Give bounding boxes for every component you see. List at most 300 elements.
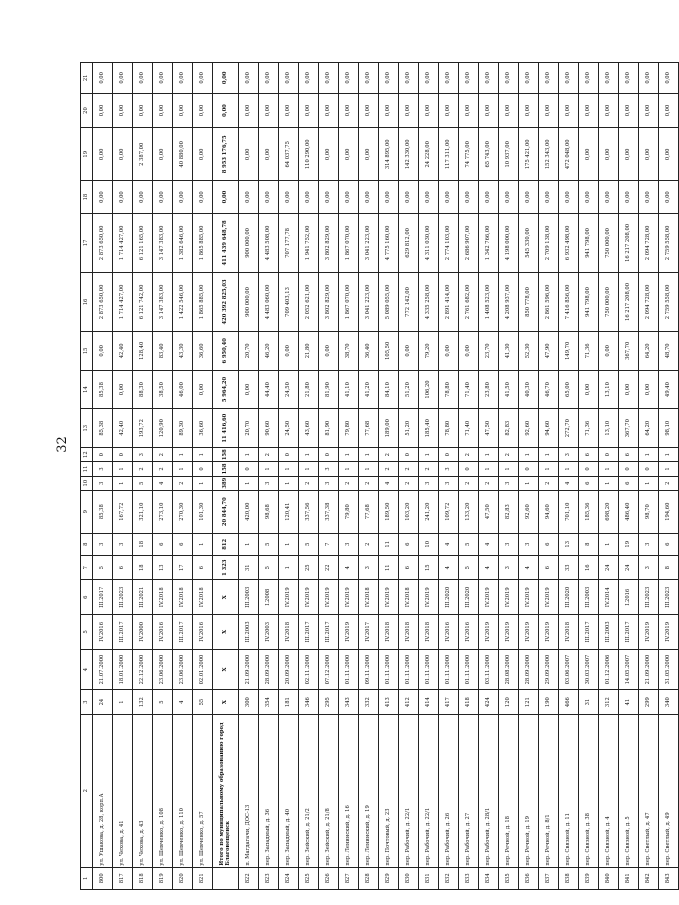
table-cell: 1 342 766,00 (479, 213, 499, 272)
table-cell: 11 (379, 555, 399, 579)
table-cell: 92,60 (519, 409, 539, 448)
table-cell: 0,00 (319, 331, 339, 370)
table-cell: 0,00 (133, 93, 153, 128)
column-number: 7 (81, 555, 93, 579)
table-cell: 49,40 (659, 370, 679, 409)
table-cell: 1 (639, 448, 659, 462)
table-cell: IV.2018 (379, 615, 399, 650)
table-cell: 0,00 (659, 63, 679, 94)
table-cell: 0,00 (279, 93, 299, 128)
table-cell: 0,00 (579, 370, 599, 409)
table-cell: 3 147 383,00 (153, 213, 173, 272)
table-cell: 1 (339, 448, 359, 462)
table-cell: 0 (93, 448, 113, 462)
table-cell: 6 (619, 476, 639, 490)
table-cell: 411 439 648,78 (213, 213, 239, 272)
table-cell: 0,00 (299, 63, 319, 94)
table-cell: 0,00 (579, 128, 599, 181)
table-cell: III.2023 (639, 580, 659, 615)
column-number: 17 (81, 213, 93, 272)
table-cell: 1 714 427,00 (113, 272, 133, 331)
address-cell: пер. Ленинский, д. 16 (339, 714, 359, 867)
table-cell: 0,00 (113, 181, 133, 214)
table-cell: 25 (299, 555, 319, 579)
address-cell: пер. Связной, д. 38 (579, 714, 599, 867)
table-cell: 3 (639, 533, 659, 555)
table-cell: 3 802 829,00 (319, 272, 339, 331)
table-cell: 0,00 (639, 128, 659, 181)
table-cell: 0,00 (599, 93, 619, 128)
table-cell: III.2003 (239, 580, 259, 615)
table-cell: 1 867 070,00 (339, 213, 359, 272)
table-cell: 20,70 (239, 409, 259, 448)
table-cell: 299 (639, 690, 659, 714)
table-cell: 2 861 596,00 (539, 272, 559, 331)
table-cell: IV.2019 (519, 580, 539, 615)
table-cell: 43,60 (299, 409, 319, 448)
table-cell: 01.11.2000 (439, 649, 459, 690)
table-cell: 31 (239, 555, 259, 579)
table-cell: 0,00 (193, 181, 213, 214)
table-cell: 2 (133, 462, 153, 476)
table-cell: 850 778,00 (519, 272, 539, 331)
table-cell: 0,00 (153, 93, 173, 128)
table-row (659, 63, 679, 890)
address-cell: пер. Связной, д. 4 (599, 714, 619, 867)
table-cell: 185,36 (579, 490, 599, 533)
table-cell: 295 (319, 690, 339, 714)
table-cell: 142 330,00 (399, 128, 419, 181)
table-cell: 41,10 (339, 370, 359, 409)
table-cell: 0,00 (259, 181, 279, 214)
table-cell: 85,38 (93, 370, 113, 409)
table-cell: 823 (259, 867, 279, 889)
table-cell: 185,40 (419, 409, 439, 448)
table-cell: 6 932 498,00 (559, 213, 579, 272)
address-cell: пер. Речной, д. 18 (499, 714, 519, 867)
address-cell: пер. Светлый, д. 49 (659, 714, 679, 867)
table-row (279, 63, 299, 890)
table-row (93, 63, 113, 890)
table-cell: 0,00 (339, 63, 359, 94)
table-cell: 354 (259, 690, 279, 714)
table-cell: 4 (339, 555, 359, 579)
table-cell: 81,90 (319, 409, 339, 448)
table-cell: 0,00 (359, 181, 379, 214)
table-cell: 4 (479, 533, 499, 555)
table-row (193, 63, 213, 890)
table-cell: 5 (93, 555, 113, 579)
table-cell: III.2017 (319, 615, 339, 650)
table-cell: 152 343,00 (539, 128, 559, 181)
table-cell: 0,00 (259, 128, 279, 181)
table-cell: 6 (173, 533, 193, 555)
table-cell: 835 (499, 867, 519, 889)
table-cell: 3 (113, 533, 133, 555)
table-cell: 0,00 (619, 181, 639, 214)
table-cell: 41 (619, 690, 639, 714)
table-cell: 24,50 (279, 370, 299, 409)
table-cell: IV.2014 (599, 580, 619, 615)
table-cell: 121 (519, 690, 539, 714)
table-cell: 0,00 (193, 128, 213, 181)
table-cell: 0,00 (459, 63, 479, 94)
table-cell: 707 177,78 (279, 213, 299, 272)
table-cell: 41,50 (499, 370, 519, 409)
table-cell: 1 (173, 448, 193, 462)
table-cell: 3 (559, 448, 579, 462)
table-cell: 2 759 558,00 (659, 213, 679, 272)
table-cell: IV.2016 (153, 615, 173, 650)
table-cell: 6 121 742,00 (133, 272, 153, 331)
table-cell: 420 392 825,03 (213, 272, 239, 331)
column-number: 5 (81, 615, 93, 650)
table-cell: 241,20 (419, 490, 439, 533)
address-cell: пер. Рабочий, д. 28/1 (479, 714, 499, 867)
table-cell: 0,00 (319, 63, 339, 94)
table-cell: 0,00 (193, 63, 213, 94)
table-cell: 8 (659, 555, 679, 579)
table-cell: IV.2016 (193, 615, 213, 650)
table-cell: 3 (319, 476, 339, 490)
table-cell: 1 (639, 476, 659, 490)
table-cell: 0,00 (419, 93, 439, 128)
table-cell: 314 895,00 (379, 128, 399, 181)
column-number: 13 (81, 409, 93, 448)
table-cell: 4 (173, 690, 193, 714)
table-cell: 698,20 (599, 490, 619, 533)
table-cell: IV.2016 (439, 615, 459, 650)
table-row (499, 63, 519, 890)
table-cell: 1 714 427,00 (113, 213, 133, 272)
table-cell: IV.2019 (479, 615, 499, 650)
column-number: 16 (81, 272, 93, 331)
table-cell: IV.2019 (339, 615, 359, 650)
table-cell: 103,20 (399, 490, 419, 533)
table-row (113, 63, 133, 890)
table-cell: 5 964,20 (213, 370, 239, 409)
table-row (559, 63, 579, 890)
table-cell: 0,00 (239, 181, 259, 214)
table-cell: IV.2018 (153, 580, 173, 615)
table-cell: 175 421,00 (519, 128, 539, 181)
table-cell: X (213, 649, 239, 690)
table-cell: 1 382 646,00 (173, 213, 193, 272)
table-cell: 7 416 856,00 (559, 272, 579, 331)
table-cell: 3 (439, 476, 459, 490)
table-cell: 0,00 (519, 93, 539, 128)
table-cell: 94,60 (539, 490, 559, 533)
table-cell: 0,00 (93, 63, 113, 94)
table-cell: 2 (379, 448, 399, 462)
address-cell: ул. Шевченко, д. 57 (193, 714, 213, 867)
address-cell: пер. Зейский, д. 21/8 (319, 714, 339, 867)
table-cell: 750 000,00 (599, 213, 619, 272)
table-cell: 65 743,00 (479, 128, 499, 181)
table-cell: 0,00 (399, 63, 419, 94)
table-cell: 6 (539, 555, 559, 579)
table-row (173, 63, 193, 890)
table-cell: 312 (599, 690, 619, 714)
table-row (619, 63, 639, 890)
table-row (639, 63, 659, 890)
table-cell: 3 802 829,00 (319, 213, 339, 272)
table-cell: 84,10 (379, 370, 399, 409)
table-cell: 120,90 (153, 409, 173, 448)
table-cell: 343 (339, 690, 359, 714)
table-cell: 0,00 (279, 181, 299, 214)
table-cell: 4 (479, 555, 499, 579)
table-cell: IV.2018 (559, 615, 579, 650)
table-cell: 4 (439, 555, 459, 579)
table-cell: IV.2019 (479, 580, 499, 615)
table-cell: 413 (379, 690, 399, 714)
table-cell: 2 (479, 476, 499, 490)
table-cell: 16 217 208,00 (619, 213, 639, 272)
table-cell: 0,00 (153, 63, 173, 94)
table-cell: 1 865 885,00 (193, 272, 213, 331)
table-cell: 149,70 (559, 331, 579, 370)
table-cell: 03.11.2000 (479, 649, 499, 690)
table-cell: 0,00 (379, 93, 399, 128)
table-cell: 02.11.2000 (299, 649, 319, 690)
table-cell: 51,20 (399, 409, 419, 448)
table-cell: 841 (619, 867, 639, 889)
table-cell: 820 (173, 867, 193, 889)
table-cell: 346 (299, 690, 319, 714)
table-cell: 117 311,00 (439, 128, 459, 181)
table-cell: 2 (153, 448, 173, 462)
table-cell: 0,00 (339, 93, 359, 128)
table-cell: 0,00 (539, 181, 559, 214)
table-cell: 47,90 (539, 331, 559, 370)
table-cell: 31 (579, 690, 599, 714)
table-cell: 181 (279, 690, 299, 714)
table-cell: 6 (579, 476, 599, 490)
table-cell: 2 052 621,00 (299, 272, 319, 331)
table-cell: 0,00 (619, 128, 639, 181)
table-cell: 0,00 (113, 93, 133, 128)
table-cell: 36,60 (193, 409, 213, 448)
table-cell: 0,00 (439, 331, 459, 370)
table-cell: 2 774 103,00 (439, 213, 459, 272)
table-cell: 1 (499, 462, 519, 476)
table-cell: IV.2019 (519, 615, 539, 650)
table-cell: 1 (239, 533, 259, 555)
table-cell: 0,00 (93, 128, 113, 181)
table-cell: 4 208 937,00 (499, 272, 519, 331)
table-cell: 0,00 (439, 181, 459, 214)
table-cell: 0,00 (619, 370, 639, 409)
table-cell: 14.05.2007 (619, 649, 639, 690)
table-cell: 1 (479, 462, 499, 476)
table-cell: 44,40 (259, 370, 279, 409)
table-cell: 1 (193, 448, 213, 462)
table-cell: 0,00 (499, 63, 519, 94)
table-cell: 6 (113, 555, 133, 579)
table-cell: 90,60 (259, 409, 279, 448)
table-cell: 21,80 (299, 370, 319, 409)
table-cell: 4 483 508,00 (259, 213, 279, 272)
table-cell: 1 (539, 462, 559, 476)
table-cell: 3 (93, 533, 113, 555)
table-cell: 6 (659, 533, 679, 555)
table-cell: 0,00 (93, 93, 113, 128)
table-cell: 0,00 (439, 93, 459, 128)
table-cell: 0,00 (113, 128, 133, 181)
column-number: 2 (81, 714, 93, 867)
table-cell: 38,50 (153, 370, 173, 409)
table-cell: 48,70 (659, 331, 679, 370)
table-cell: 0,00 (279, 63, 299, 94)
table-cell: IV.2019 (659, 615, 679, 650)
table-cell: 0,00 (599, 128, 619, 181)
table-cell: IV.2019 (319, 580, 339, 615)
table-cell: 11 416,60 (213, 409, 239, 448)
table-cell: III.2017 (173, 615, 193, 650)
table-cell: 2 (153, 462, 173, 476)
table-cell: 0,00 (359, 63, 379, 94)
table-cell: 300 (239, 690, 259, 714)
table-cell: IV.2000 (133, 615, 153, 650)
table-cell: IV.2019 (639, 615, 659, 650)
table-cell: 13,10 (599, 370, 619, 409)
table-cell: 817 (113, 867, 133, 889)
address-cell: пер. Рабочий, д. 22/1 (399, 714, 419, 867)
column-number: 14 (81, 370, 93, 409)
table-cell: 1 (193, 476, 213, 490)
table-cell: 89,30 (173, 409, 193, 448)
table-cell: 1 (299, 462, 319, 476)
address-cell: ул. Ушакова, д. 28, корп.А (93, 714, 113, 867)
table-cell: 418 (459, 690, 479, 714)
table-cell: 0,00 (399, 93, 419, 128)
address-cell: пер. Почтовый, д. 23 (379, 714, 399, 867)
table-cell: 0,00 (559, 181, 579, 214)
table-cell: 0,00 (93, 181, 113, 214)
address-cell: Итого по муниципальному образованию город Благовещенск (213, 714, 239, 867)
table-cell: 8 (579, 533, 599, 555)
table-cell: 10 (419, 533, 439, 555)
table-cell: 0,00 (459, 93, 479, 128)
table-cell: 98,10 (659, 409, 679, 448)
table-cell: 78,80 (439, 370, 459, 409)
table-cell: 8 953 176,75 (213, 128, 239, 181)
table-cell: IV.2018 (419, 615, 439, 650)
table-cell: 1 (113, 476, 133, 490)
table-cell: 167,72 (113, 490, 133, 533)
table-cell: 900 000,00 (239, 272, 259, 331)
table-cell: 4 198 000,00 (499, 213, 519, 272)
table-cell: 190 (539, 690, 559, 714)
table-cell: 22 (319, 555, 339, 579)
table-row (153, 63, 173, 890)
table-cell: 1 941 752,00 (299, 213, 319, 272)
table-cell: 6 (399, 533, 419, 555)
table-cell: 1 (419, 448, 439, 462)
table-cell: 109,72 (439, 490, 459, 533)
table-cell: 2 (659, 476, 679, 490)
table-cell: 24 228,00 (419, 128, 439, 181)
table-cell: 340 (659, 690, 679, 714)
table-cell: 0 (519, 462, 539, 476)
address-cell: пер. Западный, д. 36 (259, 714, 279, 867)
table-cell: 0,00 (279, 331, 299, 370)
table-cell: 3 (259, 476, 279, 490)
table-cell: IV.2019 (279, 580, 299, 615)
table-cell: 23,80 (479, 370, 499, 409)
address-cell: пер. Связной, д. 5 (619, 714, 639, 867)
address-cell: пер. Зейский, д. 21/2 (299, 714, 319, 867)
table-cell: 16 (579, 555, 599, 579)
table-cell: 0,00 (579, 93, 599, 128)
table-cell: 20,70 (239, 331, 259, 370)
table-cell: 42,40 (113, 331, 133, 370)
table-cell: 2 709 138,00 (539, 213, 559, 272)
table-cell: 3 (419, 476, 439, 490)
table-cell: 17 (173, 555, 193, 579)
table-cell: 4 (379, 476, 399, 490)
table-cell: 545 330,00 (519, 213, 539, 272)
address-cell: ул. Шевченко, д. 108 (153, 714, 173, 867)
table-cell: III.2003 (239, 615, 259, 650)
table-cell: 82,83 (499, 409, 519, 448)
table-cell: 42,40 (113, 409, 133, 448)
column-number: 9 (81, 490, 93, 533)
table-cell: 128,40 (133, 331, 153, 370)
table-cell: 2 094 728,00 (639, 213, 659, 272)
table-cell: 85,38 (93, 490, 113, 533)
table-cell: 270,30 (173, 490, 193, 533)
table-cell: 2 (299, 476, 319, 490)
table-cell: 1 (339, 462, 359, 476)
table-cell: 85,38 (93, 409, 113, 448)
table-cell: 23.06.2000 (173, 649, 193, 690)
table-cell: 24,50 (279, 409, 299, 448)
table-cell: 0 (239, 462, 259, 476)
table-cell: 1 (193, 533, 213, 555)
table-cell: IV.2019 (499, 615, 519, 650)
table-cell: 0,00 (439, 63, 459, 94)
table-cell: IV.2016 (93, 615, 113, 650)
table-cell: 07.12.2000 (319, 649, 339, 690)
table-cell: 0,00 (579, 181, 599, 214)
table-cell: 0,00 (619, 63, 639, 94)
table-cell: 0,00 (639, 181, 659, 214)
table-cell: III.2003 (599, 615, 619, 650)
table-cell: III.2021 (133, 580, 153, 615)
table-cell: 0 (439, 448, 459, 462)
table-cell: 98,68 (259, 490, 279, 533)
table-cell: 0,00 (659, 128, 679, 181)
table-row (259, 63, 279, 890)
table-cell: 46,00 (173, 370, 193, 409)
table-cell: 193,72 (133, 409, 153, 448)
table-cell: 2 686 907,00 (459, 213, 479, 272)
table-cell: 20.09.2000 (279, 649, 299, 690)
table-cell: 1 (113, 462, 133, 476)
table-cell: 2 (359, 476, 379, 490)
table-cell: 30.03.2007 (579, 649, 599, 690)
table-cell: 0 (113, 448, 133, 462)
table-cell: 28.09.2000 (519, 649, 539, 690)
table-cell: 412 (399, 690, 419, 714)
table-cell: 0,00 (599, 331, 619, 370)
table-cell: 337,56 (299, 490, 319, 533)
table-cell: 1 (279, 476, 299, 490)
table-cell: 1 (519, 476, 539, 490)
table-cell: 5 (299, 533, 319, 555)
